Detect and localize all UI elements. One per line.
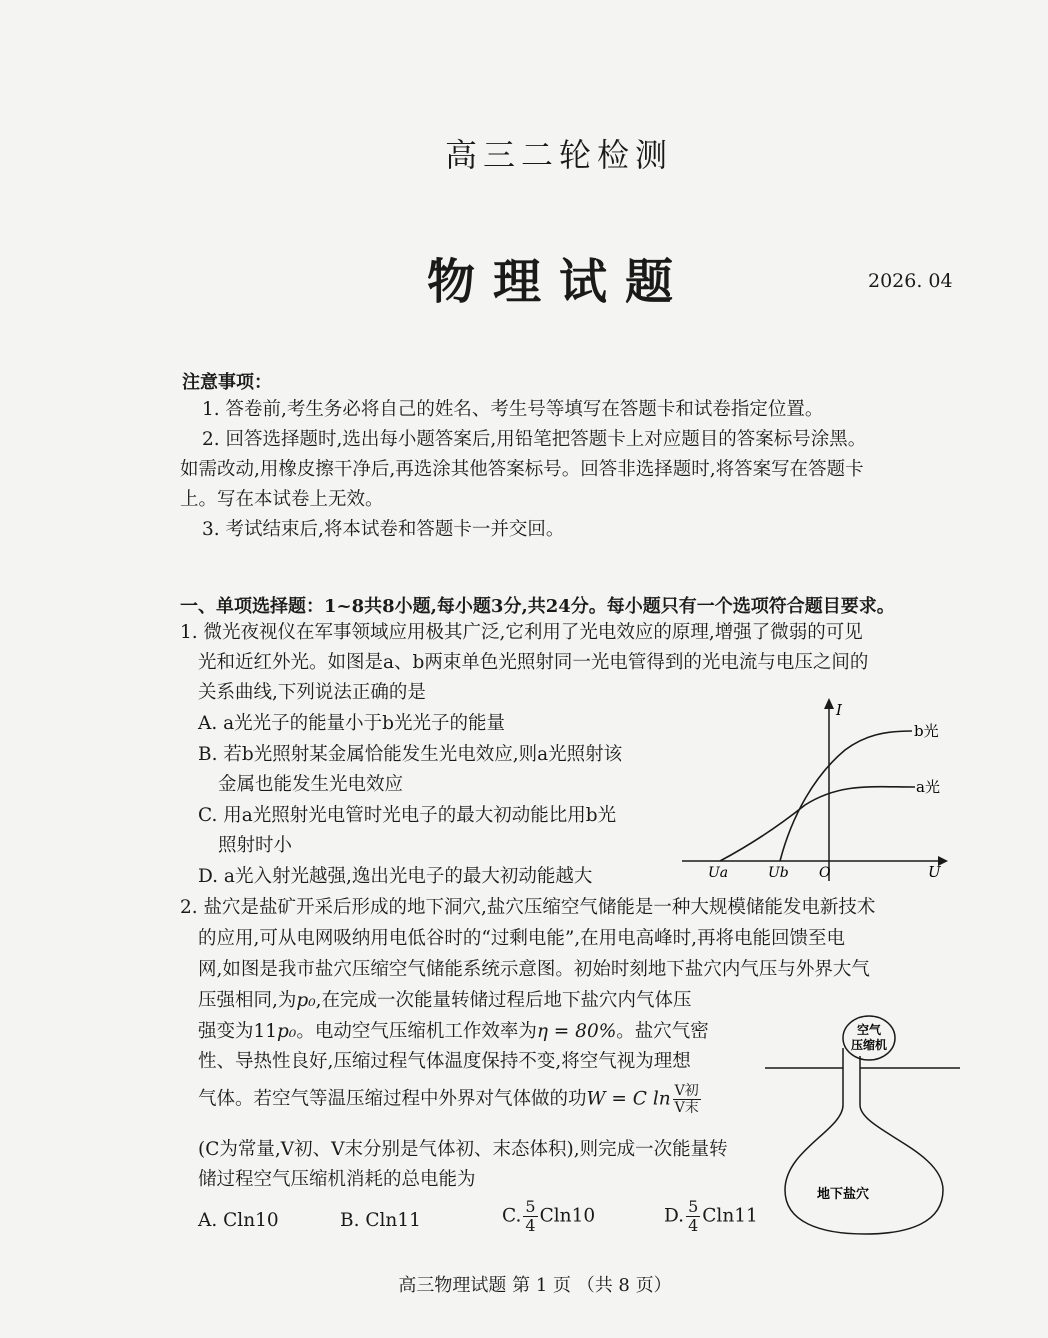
ub-label: Ub — [768, 865, 789, 881]
q2-option-a: A. Cln10 — [198, 1210, 279, 1231]
exam-subtitle: 高三二轮检测 — [444, 136, 673, 174]
exam-title: 物理试题 — [426, 254, 691, 310]
section-1-heading: 一、单项选择题：1~8共8小题,每小题3分,共24分。每小题只有一个选项符合题目要求。 — [180, 596, 895, 617]
notice-item-2-line-3: 上。写在本试卷上无效。 — [180, 489, 384, 510]
q2-line-2: 的应用,可从电网吸纳用电低谷时的“过剩电能”,在用电高峰时,再将电能回馈至电 — [198, 928, 846, 949]
i-axis-label: I — [836, 701, 842, 719]
efficiency-value: η = 80% — [536, 1021, 617, 1042]
origin-label: O — [819, 865, 831, 881]
exam-date: 2026. 04 — [868, 270, 953, 292]
q1-option-d: D. a光入射光越强,逸出光电子的最大初动能越大 — [198, 866, 593, 887]
p0-symbol: p₀ — [296, 990, 316, 1011]
work-formula: W = C ln — [586, 1088, 671, 1110]
b-light-label: b光 — [914, 722, 939, 740]
q1-option-c-line-1: C. 用a光照射光电管时光电子的最大初动能比用b光 — [198, 805, 617, 826]
cavern-outline — [785, 1048, 943, 1234]
notice-item-2-line-2: 如需改动,用橡皮擦干净后,再选涂其他答案标号。回答非选择题时,将答案写在答题卡 — [180, 459, 864, 480]
notice-heading: 注意事项： — [182, 372, 272, 393]
photocurrent-graph — [680, 695, 950, 885]
salt-cavern-diagram — [765, 1010, 965, 1240]
q2-option-b: B. Cln11 — [340, 1210, 421, 1231]
cavern-label: 地下盐穴 — [816, 1187, 870, 1202]
page-footer: 高三物理试题 第 1 页 （共 8 页） — [398, 1275, 672, 1296]
notice-item-1: 1. 答卷前,考生务必将自己的姓名、考生号等填写在答题卡和试卷指定位置。 — [202, 399, 824, 420]
q1-option-a: A. a光光子的能量小于b光光子的能量 — [198, 713, 505, 734]
curve-a — [720, 787, 915, 861]
q2-line-7: 气体。若空气等温压缩过程中外界对气体做的功W = C ln $\frac{\text{V初}}{\text{V末}}$ — [198, 1083, 699, 1116]
curve-b — [780, 731, 912, 861]
q1-line-2: 光和近红外光。如图是a、b两束单色光照射同一光电管得到的光电流与电压之间的 — [198, 652, 869, 673]
i-axis-arrow-icon — [824, 698, 834, 709]
q1-option-c-line-2: 照射时小 — [218, 835, 293, 856]
compressor-label-line-2: 压缩机 — [850, 1038, 888, 1052]
notice-item-2-line-1: 2. 回答选择题时,选出每小题答案后,用铅笔把答题卡上对应题目的答案标号涂黑。 — [202, 429, 867, 450]
q1-option-b-line-2: 金属也能发生光电效应 — [218, 774, 404, 795]
q2-line-4: 压强相同,为p₀,在完成一次能量转储过程后地下盐穴内气体压 — [198, 990, 692, 1011]
q2-line-5: 强变为11p₀。电动空气压缩机工作效率为η = 80%。盐穴气密 — [198, 1021, 709, 1042]
q2-line-3: 网,如图是我市盐穴压缩空气储能系统示意图。初始时刻地下盐穴内气压与外界大气 — [198, 959, 870, 980]
u-axis-label: U — [928, 863, 941, 881]
q2-option-c: C. $\frac{5}{4}$ Cln10 — [502, 1197, 596, 1235]
volume-ratio-fraction: $\frac{\text{V初}}{\text{V末}}$ — [674, 1083, 699, 1116]
q2-line-6: 性、导热性良好,压缩过程气体温度保持不变,将空气视为理想 — [198, 1051, 691, 1072]
compressor-label-line-1: 空气 — [856, 1023, 882, 1037]
a-light-label: a光 — [916, 778, 940, 796]
q1-option-b-line-1: B. 若b光照射某金属恰能发生光电效应,则a光照射该 — [198, 744, 623, 765]
q2-line-9: 储过程空气压缩机消耗的总电能为 — [198, 1169, 476, 1190]
q2-line-8: (C为常量,V初、V末分别是气体初、末态体积),则完成一次能量转 — [198, 1139, 728, 1160]
q1-line-3: 关系曲线,下列说法正确的是 — [198, 682, 426, 703]
ua-label: Ua — [708, 865, 729, 881]
q2-option-d: D. $\frac{5}{4}$ Cln11 — [664, 1197, 758, 1235]
q2-line-1: 2. 盐穴是盐矿开采后形成的地下洞穴,盐穴压缩空气储能是一种大规模储能发电新技术 — [180, 897, 876, 918]
notice-item-3: 3. 考试结束后,将本试卷和答题卡一并交回。 — [202, 519, 565, 540]
q1-line-1: 1. 微光夜视仪在军事领域应用极其广泛,它利用了光电效应的原理,增强了微弱的可见 — [180, 622, 863, 643]
